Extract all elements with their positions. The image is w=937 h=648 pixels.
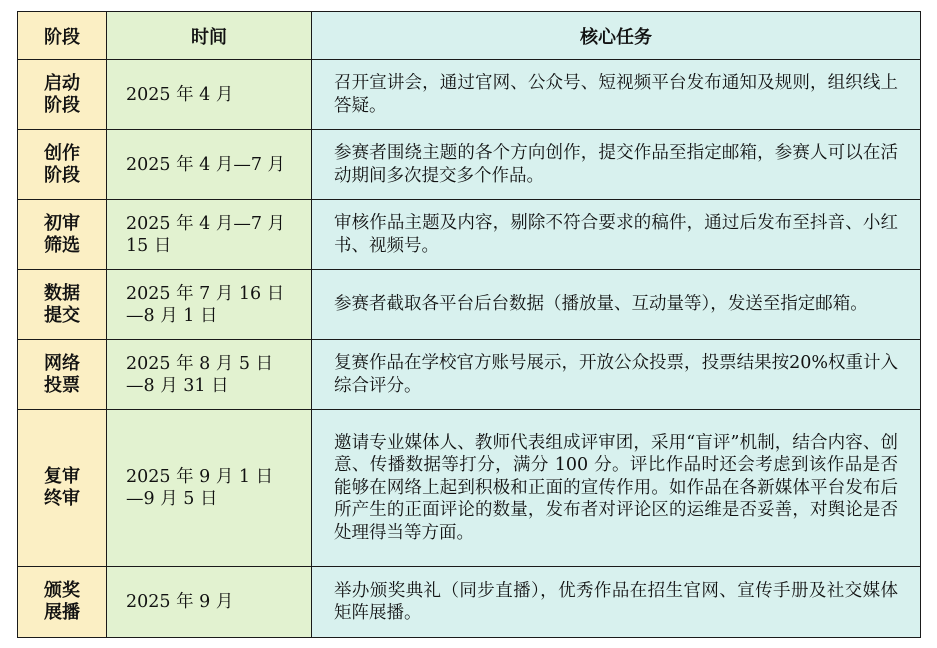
stage-label-line: 初审	[44, 212, 80, 234]
stage-label-line: 投票	[44, 374, 80, 396]
header-stage: 阶段	[18, 12, 107, 60]
stage-label-line: 启动	[44, 72, 80, 94]
header-task: 核心任务	[312, 12, 921, 60]
stage-cell	[18, 130, 107, 200]
time-cell: 2025 年 4 月—7 月 15 日	[107, 200, 312, 270]
stage-label-line: 阶段	[44, 164, 80, 186]
stage-cell	[18, 567, 107, 638]
stage-label-line: 复审	[44, 466, 80, 487]
table-row	[18, 60, 921, 130]
stage-label-line: 终审	[44, 488, 80, 509]
task-cell: 复赛作品在学校官方账号展示，开放公众投票，投票结果按20%权重计入综合评分。	[312, 340, 921, 410]
stage-cell	[18, 200, 107, 270]
stage-label-line: 创作	[44, 142, 80, 164]
time-cell: 2025 年 7 月 16 日 —8 月 1 日	[107, 270, 312, 340]
task-cell: 参赛者截取各平台后台数据（播放量、互动量等），发送至指定邮箱。	[312, 270, 921, 340]
table-row	[18, 130, 921, 200]
task-cell: 审核作品主题及内容，剔除不符合要求的稿件，通过后发布至抖音、小红书、视频号。	[312, 200, 921, 270]
stage-label-line: 网络	[44, 352, 80, 374]
stage-cell	[18, 60, 107, 130]
table-row	[18, 340, 921, 410]
stage-label-line: 阶段	[44, 94, 80, 116]
table-row	[18, 410, 921, 567]
time-cell: 2025 年 4 月	[107, 60, 312, 130]
table-header-row	[18, 12, 921, 60]
task-cell: 召开宣讲会，通过官网、公众号、短视频平台发布通知及规则，组织线上答疑。	[312, 60, 921, 130]
header-time: 时间	[107, 12, 312, 60]
time-cell: 2025 年 9 月	[107, 567, 312, 638]
table-row	[18, 270, 921, 340]
time-cell: 2025 年 4 月—7 月	[107, 130, 312, 200]
table-row	[18, 200, 921, 270]
stage-cell	[18, 270, 107, 340]
stage-cell	[18, 410, 107, 567]
stage-cell	[18, 340, 107, 410]
table-row	[18, 567, 921, 638]
stage-label-line: 筛选	[44, 234, 80, 256]
task-cell: 参赛者围绕主题的各个方向创作，提交作品至指定邮箱，参赛人可以在活动期间多次提交多个作品。	[312, 130, 921, 200]
task-cell: 举办颁奖典礼（同步直播），优秀作品在招生官网、宣传手册及社交媒体矩阵展播。	[312, 567, 921, 638]
stage-label-line: 展播	[44, 602, 80, 623]
time-cell: 2025 年 8 月 5 日 —8 月 31 日	[107, 340, 312, 410]
stage-label-line: 提交	[44, 304, 80, 326]
schedule-table	[17, 11, 921, 638]
stage-label-line: 颁奖	[44, 580, 80, 601]
time-cell: 2025 年 9 月 1 日 —9 月 5 日	[107, 410, 312, 567]
stage-label-line: 数据	[44, 282, 80, 304]
task-cell: 邀请专业媒体人、教师代表组成评审团，采用“盲评”机制，结合内容、创意、传播数据等打分，满分 100 分。评比作品时还会考虑到该作品是否能够在网络上起到积极和正面的宣传作用。如作品在各新媒体平台发布后所产生的正面评论的数量，发布者对评论区的运维是否妥善，对舆论是否处理得当等方面。	[312, 410, 921, 567]
